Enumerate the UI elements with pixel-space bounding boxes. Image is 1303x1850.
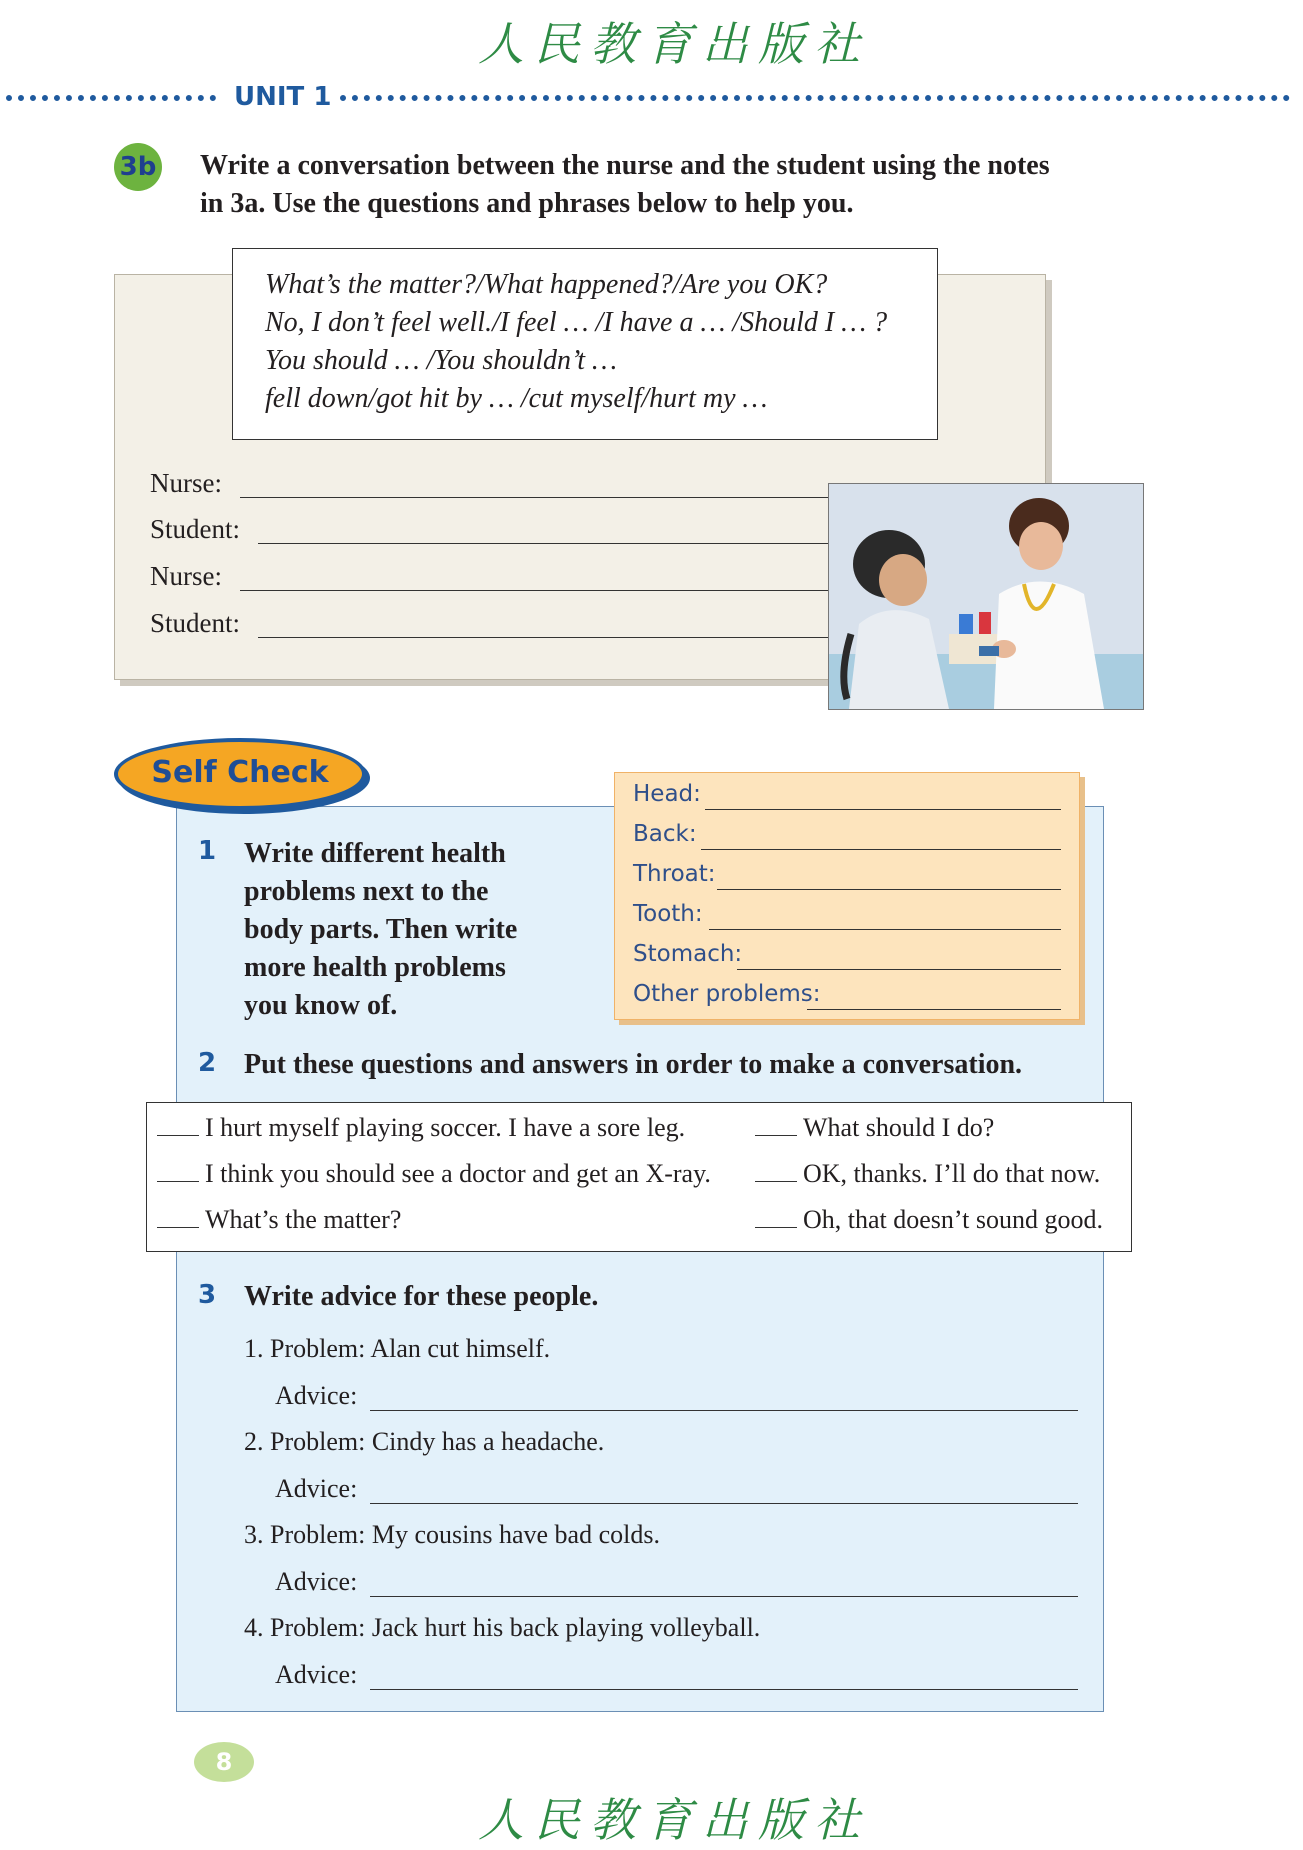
body-part-answer-line[interactable] xyxy=(705,809,1061,810)
problem-text: 4. Problem: Jack hurt his back playing volleyball. xyxy=(244,1613,761,1642)
item-3-instruction: Write advice for these people. xyxy=(244,1281,599,1312)
body-part-label: Stomach: xyxy=(633,941,743,967)
body-part-answer-line[interactable] xyxy=(807,1009,1061,1010)
instruction-line: more health problems xyxy=(244,952,506,983)
advice-answer-line[interactable] xyxy=(370,1689,1078,1690)
body-part-answer-line[interactable] xyxy=(709,929,1061,930)
dialogue-label-student: Student: xyxy=(150,608,241,638)
body-part-answer-line[interactable] xyxy=(717,889,1061,890)
exercise-3b-badge: 3b xyxy=(114,143,162,191)
ordering-text: Oh, that doesn’t sound good. xyxy=(803,1205,1103,1234)
order-blank[interactable] xyxy=(157,1227,199,1228)
problem-text: 3. Problem: My cousins have bad colds. xyxy=(244,1520,660,1549)
dotted-rule-right xyxy=(340,95,1290,101)
item-2-instruction: Put these questions and answers in order to make a conversation. xyxy=(244,1049,1023,1080)
item-1-instruction xyxy=(244,835,584,1025)
dialogue-label-nurse: Nurse: xyxy=(150,561,222,591)
instruction-line: Write different health xyxy=(244,838,506,869)
order-blank[interactable] xyxy=(755,1181,797,1182)
advice-answer-line[interactable] xyxy=(370,1596,1078,1597)
dialogue-answer-line[interactable] xyxy=(258,543,830,544)
advice-label: Advice: xyxy=(275,1474,358,1503)
dialogue-answer-line[interactable] xyxy=(240,497,830,498)
page-number: 8 xyxy=(194,1742,254,1782)
body-part-label: Tooth: xyxy=(633,901,703,927)
body-part-answer-line[interactable] xyxy=(737,969,1061,970)
advice-label: Advice: xyxy=(275,1567,358,1596)
photo-illustration xyxy=(829,484,1143,709)
body-parts-card xyxy=(614,772,1080,1020)
advice-label: Advice: xyxy=(275,1381,358,1410)
body-part-label: Throat: xyxy=(633,861,716,887)
unit-label: UNIT 1 xyxy=(234,82,332,112)
phrase-line: You should … /You shouldn’t … xyxy=(265,345,617,376)
body-part-answer-line[interactable] xyxy=(701,849,1061,850)
self-check-badge: Self Check xyxy=(114,738,366,810)
order-blank[interactable] xyxy=(157,1181,199,1182)
ordering-text: OK, thanks. I’ll do that now. xyxy=(803,1159,1101,1188)
ordering-text: I think you should see a doctor and get an X-ray. xyxy=(205,1159,711,1188)
order-blank[interactable] xyxy=(755,1135,797,1136)
phrase-line: No, I don’t feel well./I feel … /I have a … /Should I … ? xyxy=(265,307,888,338)
phrase-line: fell down/got hit by … /cut myself/hurt my … xyxy=(265,383,768,414)
phrase-line: What’s the matter?/What happened?/Are you OK? xyxy=(265,269,828,300)
instruction-line: problems next to the xyxy=(244,876,489,907)
problem-text: 2. Problem: Cindy has a headache. xyxy=(244,1427,605,1456)
ordering-item xyxy=(157,1205,401,1235)
dialogue-label-nurse: Nurse: xyxy=(150,468,222,498)
publisher-header: 人民教育出版社 xyxy=(478,17,870,71)
ordering-item xyxy=(157,1159,711,1189)
instruction-line: you know of. xyxy=(244,990,398,1021)
body-part-label: Other problems: xyxy=(633,981,821,1007)
ordering-item xyxy=(755,1113,994,1143)
dialogue-label-student: Student: xyxy=(150,514,241,544)
nurse-student-photo xyxy=(828,483,1144,710)
instruction-line: in 3a. Use the questions and phrases below to help you. xyxy=(200,188,854,219)
order-blank[interactable] xyxy=(755,1227,797,1228)
order-blank[interactable] xyxy=(157,1135,199,1136)
ordering-text: I hurt myself playing soccer. I have a sore leg. xyxy=(205,1113,686,1142)
phrases-box xyxy=(232,248,938,440)
advice-answer-line[interactable] xyxy=(370,1503,1078,1504)
dialogue-answer-line[interactable] xyxy=(240,590,830,591)
dialogue-answer-line[interactable] xyxy=(258,637,830,638)
ordering-text: What’s the matter? xyxy=(205,1205,402,1234)
ordering-item xyxy=(755,1159,1100,1189)
exercise-3b-instruction xyxy=(200,147,1200,223)
ordering-box xyxy=(146,1102,1132,1252)
item-1-number: 1 xyxy=(198,836,217,866)
advice-label: Advice: xyxy=(275,1660,358,1689)
body-part-label: Back: xyxy=(633,821,697,847)
ordering-text: What should I do? xyxy=(803,1113,995,1142)
advice-answer-line[interactable] xyxy=(370,1410,1078,1411)
problem-text: 1. Problem: Alan cut himself. xyxy=(244,1334,551,1363)
publisher-footer: 人民教育出版社 xyxy=(478,1793,870,1847)
body-part-label: Head: xyxy=(633,781,701,807)
ordering-item xyxy=(157,1113,685,1143)
item-3-number: 3 xyxy=(198,1280,217,1310)
ordering-item xyxy=(755,1205,1103,1235)
instruction-line: body parts. Then write xyxy=(244,914,518,945)
item-2-number: 2 xyxy=(198,1048,217,1078)
dotted-rule-left xyxy=(6,95,216,101)
instruction-line: Write a conversation between the nurse and the student using the notes xyxy=(200,150,1050,181)
